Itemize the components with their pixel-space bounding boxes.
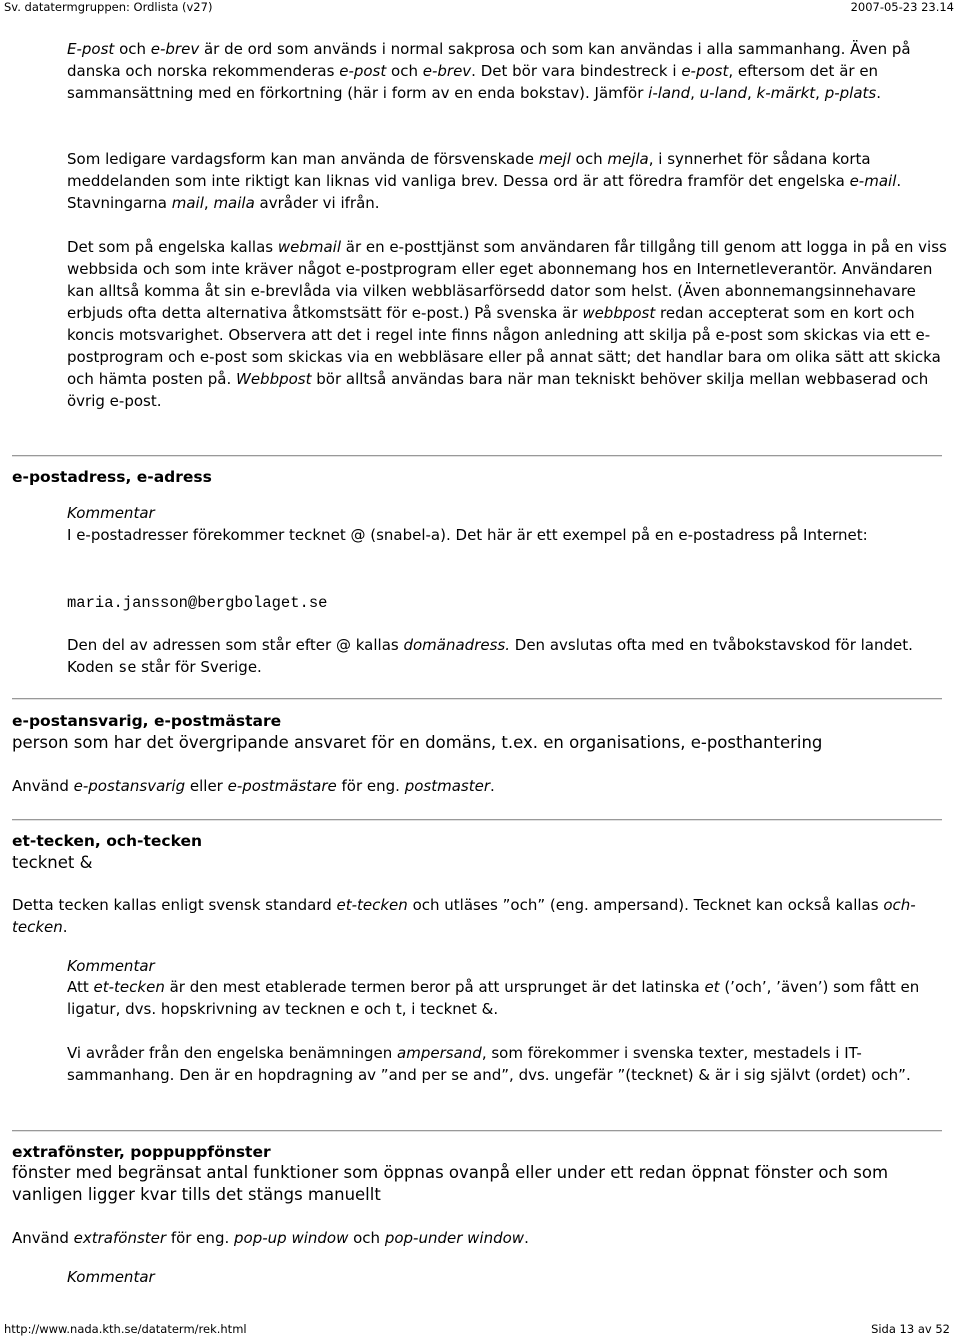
comment-paragraph: I e-postadresser förekommer tecknet @ (snabel-a). Det här är ett exempel på en e-postadress på Internet: bbox=[67, 526, 868, 544]
entry-term: et-tecken, och-tecken bbox=[12, 832, 203, 850]
entry-definition: fönster med begränsat antal funktioner som öppnas ovanpå eller under ett redan öppnat fönster och som vanligen ligger kvar tills det stängs manuellt bbox=[12, 1163, 889, 1204]
email-example: maria.jansson@bergbolaget.se bbox=[67, 594, 328, 612]
comment-paragraph: Att et-tecken är den mest etablerade termen beror på att ursprunget är det latinska et (’och’, ’även’) som fått en ligatur, dvs. hopskrivning av tecknen e och t, i tecknet &. bbox=[67, 978, 920, 1018]
comment-label: Kommentar bbox=[67, 504, 155, 522]
comment-label: Kommentar bbox=[67, 957, 155, 975]
intro-paragraph-1: E-post och e-brev är de ord som används i normal sakprosa och som kan användas i alla sammanhang. Även på danska och norska rekommenderas e-post och e-brev. Det bör vara bindestreck i e-post, eftersom det är en sammansättning med en förkortning (här i form av en enda bokstav). Jämför i-land, u-land, k-märkt, p-plats. bbox=[67, 40, 911, 102]
divider bbox=[12, 455, 942, 456]
footer-url: http://www.nada.kth.se/dataterm/rek.html bbox=[4, 1322, 247, 1336]
comment-paragraph: Vi avråder från den engelska benämningen ampersand, som förekommer i svenska texter, mestadels i IT-sammanhang. Den är en hopdragning av ”and per se and”, dvs. ungefär ”(tecknet) & är i sig självt (ordet) och”. bbox=[67, 1044, 911, 1084]
print-header bbox=[0, 0, 960, 16]
header-timestamp: 2007-05-23 23.14 bbox=[850, 0, 954, 14]
print-footer bbox=[0, 1320, 960, 1338]
comment-label: Kommentar bbox=[67, 1268, 155, 1286]
usage-note: Använd extrafönster för eng. pop-up window och pop-under window. bbox=[12, 1229, 529, 1247]
divider bbox=[12, 698, 942, 699]
usage-note: Detta tecken kallas enligt svensk standard et-tecken och utläses ”och” (eng. ampersand). Tecknet kan också kallas och-tecken. bbox=[12, 896, 916, 936]
intro-paragraph-2: Som ledigare vardagsform kan man använda de försvenskade mejl och mejla, i synnerhet för sådana korta meddelanden som inte riktigt kan liknas vid vanliga brev. Dessa ord är att föredra framför det engelska e-mail. Stavningarna mail, maila avråder vi ifrån. bbox=[67, 150, 902, 212]
entry-term: extrafönster, poppuppfönster bbox=[12, 1143, 271, 1161]
entry-definition: tecknet & bbox=[12, 853, 93, 872]
intro-paragraph-3: Det som på engelska kallas webmail är en e-posttjänst som användaren får tillgång till genom att logga in på en viss webbsida och som inte kräver något e-postprogram eller eget abonnemang hos en Internetleverantör. Användaren kan alltså komma åt sin e-brevlåda via vilken webbläsarförsedd dator som helst. (Även abonnemangsinnehavare erbjuds ofta detta alternativa åtkomstsätt för e-post.) På svenska är webbpost redan accepterat som en kort och koncis motsvarighet. Observera att det i regel inte finns någon anledning att skilja på e-post som skickas via ett e-postprogram och e-post som skickas via en webbläsare eller på annat sätt; det handlar bara om olika sätt att skicka och hämta posten på. Webbpost bör alltså användas bara när man tekniskt behöver skilja mellan webbaserad och övrig e-post. bbox=[67, 238, 947, 410]
footer-page-number: Sida 13 av 52 bbox=[871, 1322, 950, 1336]
comment-paragraph: Den del av adressen som står efter @ kallas domänadress. Den avslutas ofta med en tvåbokstavskod för landet. Koden se står för Sverige. bbox=[67, 636, 913, 676]
header-title: Sv. datatermgruppen: Ordlista (v27) bbox=[4, 0, 213, 14]
entry-definition: person som har det övergripande ansvaret för en domäns, t.ex. en organisations, e-posthantering bbox=[12, 733, 823, 752]
divider bbox=[12, 819, 942, 820]
usage-note: Använd e-postansvarig eller e-postmästare för eng. postmaster. bbox=[12, 777, 495, 795]
entry-term: e-postansvarig, e-postmästare bbox=[12, 712, 282, 730]
divider bbox=[12, 1130, 942, 1131]
entry-term: e-postadress, e-adress bbox=[12, 468, 212, 486]
